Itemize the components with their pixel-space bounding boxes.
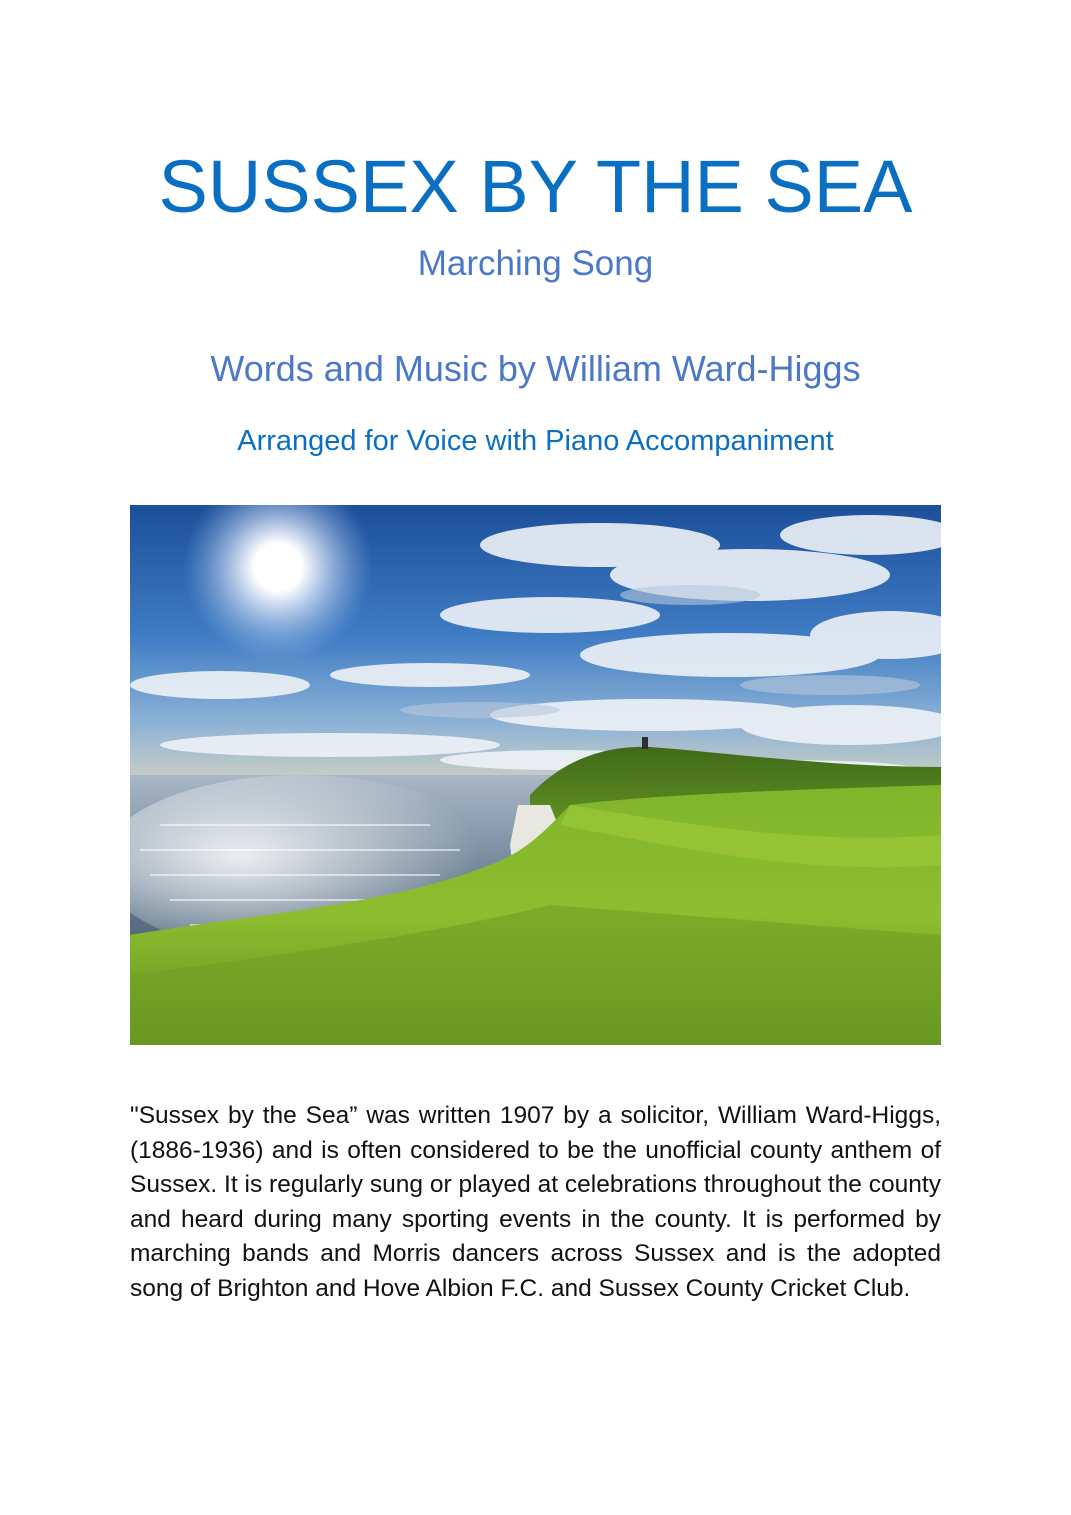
credits-line: Words and Music by William Ward-Higgs — [210, 348, 861, 389]
page-subtitle: Marching Song — [417, 244, 654, 283]
arrangement-line: Arranged for Voice with Piano Accompaniment — [237, 425, 834, 457]
lighthouse — [642, 737, 648, 749]
cover-photo — [130, 505, 941, 1045]
page-title: SUSSEX BY THE SEA — [158, 145, 913, 228]
description-paragraph: "Sussex by the Sea” was written 1907 by a solicitor, William Ward-Higgs, (1886-1936) and is often considered to be the unofficial county anthem of Sussex. It is regularly sung or played at celebrations throughout the county and heard during many sporting events in the county. It is performed by marching bands and Morris dancers across Sussex and is the adopted song of Brighton and Hove Albion F.C. and Sussex County Cricket Club. — [130, 1102, 941, 1302]
